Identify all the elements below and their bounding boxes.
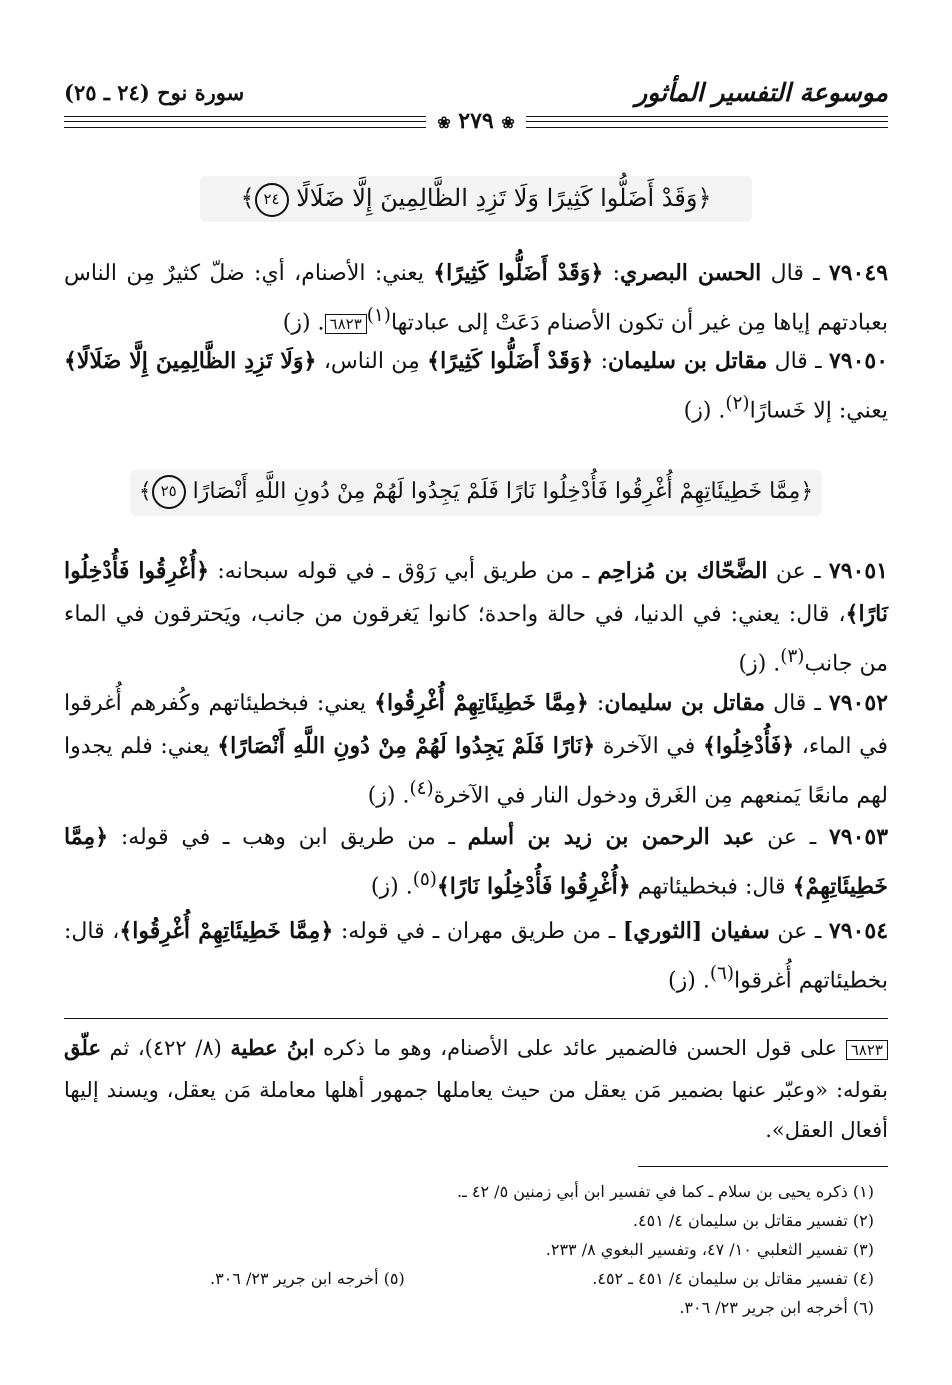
- quran-quote: ﴿وَقَدْ أَضَلُّوا كَثِيرًا﴾: [427, 348, 594, 374]
- footnote-mark: (٢): [725, 393, 750, 414]
- text: :: [600, 349, 608, 374]
- text: ـ قال: [774, 349, 822, 374]
- narration-number: ٧٩٠٥١: [828, 558, 888, 584]
- text: :: [612, 261, 621, 286]
- quran-quote: ﴿أُغْرِقُوا فَأُدْخِلُوا نَارًا﴾: [436, 873, 631, 900]
- scholar-name: ابنُ عطية: [230, 1035, 315, 1060]
- editor-note: [64, 1028, 888, 1150]
- narrator-name: الضَّحّاك بن مُزاحِم: [597, 558, 768, 584]
- footnote-6: (٦) أخرجه ابن جرير ٢٣/ ٣٠٦.: [679, 1298, 874, 1317]
- footnote-4: (٤) تفسير مقاتل بن سليمان ٤/ ٤٥١ ـ ٤٥٢.: [592, 1269, 874, 1288]
- footnote-divider: [638, 1166, 888, 1167]
- text: . (ز): [370, 874, 413, 900]
- footnote-3: (٣) تفسير الثعلبي ١٠/ ٤٧، وتفسير البغوي ٨/ ٢٣٣.: [545, 1240, 874, 1259]
- ayah-number-icon: ٢٥: [152, 475, 186, 509]
- narrator-name: الحسن البصري: [620, 260, 762, 286]
- text: . (ز): [738, 651, 781, 677]
- running-header: [64, 78, 888, 110]
- ornament-icon: ❀: [437, 113, 451, 132]
- text: ـ من طريق مهران ـ في قوله:: [340, 919, 616, 944]
- text: ـ من طريق ابن وهب ـ في قوله:: [120, 825, 455, 850]
- text: . (ز): [282, 310, 325, 336]
- surah-range: سورة نوح (٢٤ ـ ٢٥): [64, 80, 245, 105]
- narration-79051: [64, 550, 888, 685]
- text: ـ عن: [775, 559, 821, 584]
- ayah-text: ﴿وَقَدْ أَضَلُّوا كَثِيرًا وَلَا تَزِدِ الظَّالِمِينَ إِلَّا ضَلَالًا: [296, 184, 712, 212]
- footnote-mark: (٤): [409, 778, 434, 799]
- quran-quote: ﴿وَلَا تَزِدِ الظَّالِمِينَ إِلَّا ضَلَالًا﴾: [64, 348, 317, 374]
- text: . (ز): [367, 783, 410, 809]
- narration-79053: [64, 816, 888, 908]
- cross-ref-box: ٦٨٢٣: [325, 314, 367, 334]
- text: قال: فبخطيئاتهم: [637, 874, 786, 900]
- page-number-box: [426, 108, 526, 134]
- ayah-close: ﴾: [240, 184, 255, 212]
- narrator-name: سفيان [الثوري]: [622, 918, 770, 944]
- ayah-close: ﴾: [138, 479, 152, 504]
- narration-number: ٧٩٠٥٠: [828, 348, 889, 374]
- narration-number: ٧٩٠٤٩: [828, 260, 889, 286]
- quran-quote: ﴿مِمَّا خَطِيئَاتِهِمْ﴾: [64, 824, 888, 900]
- book-title: موسوعة التفسير المأثور: [635, 78, 888, 107]
- narration-79049: [64, 252, 888, 345]
- quran-quote: ﴿مِمَّا خَطِيئَاتِهِمْ أُغْرِقُوا﴾: [374, 690, 589, 716]
- quran-quote: ﴿فَأُدْخِلُوا﴾: [702, 733, 795, 759]
- narrator-name: عبد الرحمن بن زيد بن أسلم: [467, 824, 755, 850]
- text: يعني: إلا خَسارًا: [749, 398, 888, 424]
- text: مِن الناس،: [323, 349, 420, 374]
- footnote-1: (١) ذكره يحيى بن سلام ـ كما في تفسير ابن أبي زمنين ٥/ ٤٢ ـ.: [457, 1182, 874, 1201]
- ornament-icon: ❀: [501, 113, 515, 132]
- narration-number: ٧٩٠٥٢: [828, 690, 888, 716]
- text: (٨/ ٤٢٢)، ثم: [109, 1036, 222, 1060]
- text: ، قال: يعني: في الدنيا، في حالة واحدة؛ كانوا يَغرقون من جانب، ويَحترقون في الماء من جانب: [64, 602, 888, 677]
- narrator-name: مقاتل بن سليمان: [608, 348, 768, 374]
- footnote-5: (٥) أخرجه ابن جرير ٢٣/ ٣٠٦.: [210, 1269, 405, 1288]
- footnote-mark: (٥): [412, 869, 437, 890]
- text: . (ز): [683, 398, 726, 424]
- narration-number: ٧٩٠٥٣: [828, 824, 889, 850]
- text: في الآخرة: [602, 734, 696, 759]
- text: ـ من طريق أبي رَوْق ـ في قوله سبحانه:: [217, 559, 590, 584]
- ayah-text: ﴿مِمَّا خَطِيئَاتِهِمْ أُغْرِقُوا فَأُدْخِلُوا نَارًا فَلَمْ يَجِدُوا لَهُمْ مِنْ دُونِ اللَّهِ أَنْصَارًا: [192, 479, 814, 504]
- ayah-24: [64, 178, 888, 218]
- text: ، قال: بخطيئاتهم أُغرقوا: [64, 919, 888, 994]
- footnote-mark: (٦): [709, 963, 734, 984]
- footnote-mark: (٣): [780, 646, 805, 667]
- cross-ref-box: ٦٨٢٣: [846, 1040, 888, 1060]
- quran-quote: ﴿نَارًا فَلَمْ يَجِدُوا لَهُمْ مِنْ دُونِ اللَّهِ أَنْصَارًا﴾: [217, 733, 596, 759]
- text: يعني: فبخطيئاتهم وكُفرهم أُغرقوا في الماء،: [64, 691, 888, 759]
- text: يعني: الأصنام، أي: ضلّ كثيرٌ مِن الناس بعبادتهم إياها مِن غير أن تكون الأصنام دَعَتْ إلى عبادتها: [64, 261, 888, 336]
- footnote-2: (٢) تفسير مقاتل بن سليمان ٤/ ٤٥١.: [632, 1211, 874, 1230]
- narration-79052: [64, 682, 888, 817]
- text: ـ قال: [773, 691, 821, 716]
- quran-quote: ﴿أُغْرِقُوا فَأُدْخِلُوا نَارًا﴾: [64, 558, 888, 627]
- section-divider: [64, 1018, 888, 1019]
- text: ـ قال: [770, 261, 820, 286]
- ayah-25: [64, 472, 888, 512]
- page-number: ٢٧٩: [458, 108, 494, 134]
- narration-number: ٧٩٠٥٤: [828, 918, 889, 944]
- text: بقوله: «وعبّر عنها بضمير مَن يعقل من حيث يعاملها جمهور أهلها معاملة مَن يعقل، ويسند إليها أفعال العقل».: [64, 1078, 888, 1142]
- narrator-name: مقاتل بن سليمان: [604, 690, 766, 716]
- text: . (ز): [668, 968, 710, 994]
- text: يعني: فلم يجدوا لهم مانعًا يَمنعهم مِن الغَرق ودخول النار في الآخرة: [64, 734, 888, 809]
- text: ـ عن: [777, 919, 822, 944]
- text: على قول الحسن فالضمير عائد على الأصنام، وهو ما ذكره: [323, 1036, 838, 1060]
- quran-quote: ﴿وَقَدْ أَضَلُّوا كَثِيرًا﴾: [433, 260, 604, 286]
- text: ـ عن: [767, 825, 817, 850]
- footnote-mark: (١): [366, 305, 391, 326]
- quran-quote: ﴿مِمَّا خَطِيئَاتِهِمْ أُغْرِقُوا﴾: [119, 918, 334, 944]
- narration-79050: [64, 340, 888, 432]
- note-verb: علّق: [64, 1035, 101, 1060]
- text: :: [596, 691, 605, 716]
- ayah-number-icon: ٢٤: [255, 183, 289, 217]
- narration-79054: [64, 910, 888, 1002]
